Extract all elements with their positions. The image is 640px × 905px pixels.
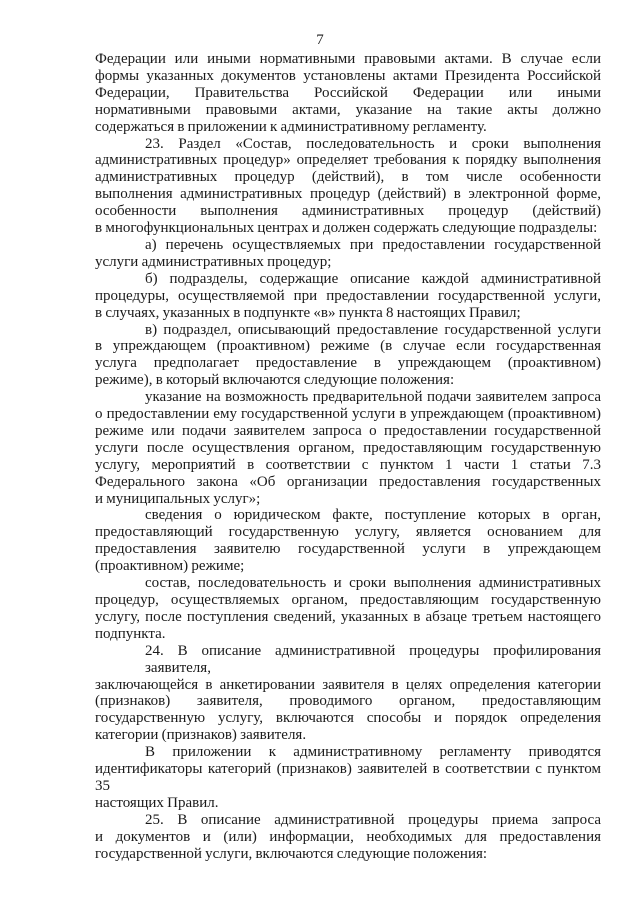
text-line: в упреждающем (проактивном) режиме (в случае если государственная	[95, 338, 601, 355]
page-number: 7	[316, 32, 324, 48]
text-line: услуга предполагает предоставление в упреждающем (проактивном)	[95, 355, 601, 372]
text-line: заключающейся в анкетировании заявителя в целях определения категории	[95, 676, 601, 693]
text-line: услуги административных процедур;	[95, 253, 332, 270]
paragraph	[95, 237, 601, 271]
paragraph	[95, 507, 601, 575]
text-line: и муниципальных услуг»;	[95, 490, 261, 507]
text-line: Федерации, Правительства Российской Федерации или иными	[95, 84, 601, 101]
paragraph	[95, 322, 601, 390]
paragraph	[95, 51, 601, 136]
text-line: государственной услуги, включаются следующие положения:	[95, 845, 488, 862]
text-line: состав, последовательность и сроки выполнения административных	[145, 575, 601, 592]
text-line: о предоставлении ему государственной услуги в упреждающем (проактивном)	[95, 406, 601, 423]
paragraph	[95, 744, 601, 812]
paragraph	[95, 643, 601, 744]
text-line: 23. Раздел «Состав, последовательность и сроки выполнения	[145, 135, 601, 152]
paragraph	[95, 389, 601, 507]
text-line: нормативными правовыми актами, указание на такие акты должно	[95, 101, 601, 118]
text-line: б) подразделы, содержащие описание каждой административной	[145, 270, 601, 287]
text-line: содержаться в приложении к административному регламенту.	[95, 118, 487, 135]
text-line: (признаков) заявителя, проводимого органом, предоставляющим	[95, 693, 601, 710]
text-line: административных процедур» определяет требования к порядку выполнения	[95, 152, 601, 169]
text-line: 25. В описание административной процедуры приема запроса	[145, 811, 601, 828]
text-line: режиме или подачи заявителем запроса о предоставлении государственной	[95, 422, 601, 439]
paragraph	[95, 812, 601, 863]
text-line: государственную услугу, включаются способы и порядок определения	[95, 710, 601, 727]
paragraph	[95, 136, 601, 237]
text-line: Федерации или иными нормативными правовыми актами. В случае если	[95, 51, 601, 67]
text-line: предоставляющий государственную услугу, является основанием для	[95, 524, 601, 541]
text-line: указание на возможность предварительной подачи заявителем запроса	[145, 389, 601, 406]
text-line: особенности выполнения административных процедур (действий)	[95, 203, 601, 220]
paragraph	[95, 575, 601, 643]
text-line: услугу, после поступления сведений, указанных в абзаце третьем настоящего	[95, 608, 601, 625]
document-body	[95, 51, 601, 863]
text-line: выполнения административных процедур (действий) в электронной форме,	[95, 186, 601, 203]
text-line: а) перечень осуществляемых при предоставлении государственной	[145, 236, 601, 253]
text-line: сведения о юридическом факте, поступление которых в орган,	[145, 507, 601, 524]
text-line: идентификаторы категорий (признаков) заявителей в соответствии с пунктом 35	[95, 761, 601, 794]
text-line: режиме), в который включаются следующие положения:	[95, 372, 455, 389]
text-line: в случаях, указанных в подпункте «в» пункта 8 настоящих Правил;	[95, 304, 521, 321]
text-line: Федерального закона «Об организации предоставления государственных	[95, 473, 601, 490]
text-line: настоящих Правил.	[95, 794, 219, 811]
text-line: и документов и (или) информации, необходимых для предоставления	[95, 828, 601, 845]
text-line: категории (признаков) заявителя.	[95, 727, 307, 744]
text-line: процедуры, осуществляемой при предоставлении государственной услуги,	[95, 287, 601, 304]
text-line: формы указанных документов установлены актами Президента Российской	[95, 67, 601, 84]
text-line: административных процедур (действий), в том числе особенности	[95, 169, 601, 186]
text-line: 24. В описание административной процедуры профилирования заявителя,	[145, 642, 601, 676]
text-line: в) подраздел, описывающий предоставление государственной услуги	[145, 321, 601, 338]
paragraph	[95, 271, 601, 322]
text-line: (проактивном) режиме;	[95, 558, 245, 575]
text-line: предоставления заявителю государственной услуги в упреждающем	[95, 541, 601, 558]
text-line: в многофункциональных центрах и должен содержать следующие подразделы:	[95, 220, 598, 237]
text-line: услуги после осуществления органом, предоставляющим государственную	[95, 439, 601, 456]
text-line: процедур, осуществляемых органом, предоставляющим государственную	[95, 592, 601, 608]
text-line: В приложении к административному регламенту приводятся	[145, 744, 601, 761]
text-line: услугу, мероприятий в соответствии с пунктом 1 части 1 статьи 7.3	[95, 456, 601, 473]
text-line: подпункта.	[95, 625, 166, 642]
